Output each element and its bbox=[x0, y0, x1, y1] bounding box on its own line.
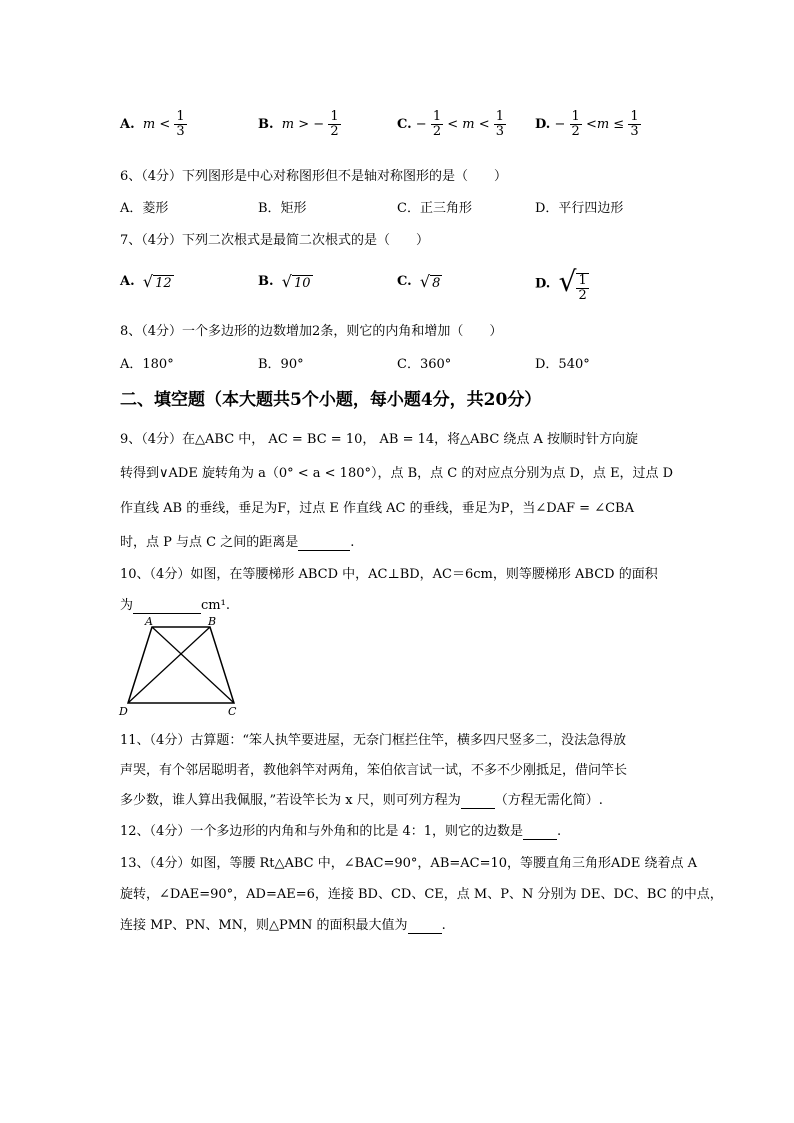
q8-option-a: A．180° bbox=[120, 357, 174, 372]
q9-line-1: 9、（4分）在△ABC 中， AC = BC = 10， AB = 14，将△ABC 绕点 A 按顺时针方向旋 bbox=[120, 432, 639, 447]
q13-answer-blank[interactable] bbox=[408, 918, 442, 934]
q5-option-d: D. − $\frac{1}{2}$ <m ≤ $\frac{1}{3}$ bbox=[535, 109, 639, 139]
q10-line-2: 为 cm¹. bbox=[120, 598, 230, 613]
q6-option-a: A．菱形 bbox=[120, 201, 169, 216]
q9-answer-blank[interactable] bbox=[298, 535, 350, 551]
label-c: C bbox=[228, 705, 237, 718]
q5-option-a: A. m < $\frac{1}{3}$ bbox=[120, 109, 185, 139]
q13-line-3: 连接 MP、PN、MN，则△PMN 的面积最大值为 . bbox=[120, 918, 446, 933]
q6-option-b: B．矩形 bbox=[258, 201, 307, 216]
q10-answer-blank[interactable] bbox=[133, 598, 201, 614]
q7-text: 7、（4分）下列二次根式是最简二次根式的是（ ） bbox=[120, 233, 430, 248]
q7-option-a: A. √ 12 bbox=[120, 272, 172, 291]
q11-line-1: 11、（4分）古算题：“笨人执竿要进屋，无奈门框拦住竿，横多四尺竖多二，没法急得放 bbox=[120, 733, 626, 748]
trapezoid-outline bbox=[128, 627, 234, 703]
q9-line-3: 作直线 AB 的垂线，垂足为F，过点 E 作直线 AC 的垂线，垂足为P，当∠DAF = ∠CBA bbox=[120, 501, 634, 516]
trapezoid-figure bbox=[115, 615, 245, 719]
label-b: B bbox=[208, 615, 217, 628]
q9-line-2: 转得到∨ADE 旋转角为 a（0° < a < 180°），点 B，点 C 的对应点分别为点 D，点 E，过点 D bbox=[120, 466, 674, 481]
q11-line-3: 多少数，谁人算出我佩服，”若设竿长为 x 尺，则可列方程为 （方程无需化简）. bbox=[120, 793, 603, 808]
label-d: D bbox=[119, 705, 128, 718]
label-a: A bbox=[145, 615, 153, 628]
q8-option-c: C．360° bbox=[397, 357, 452, 372]
q8-text: 8、（4分）一个多边形的边数增加2条，则它的内角和增加（ ） bbox=[120, 324, 503, 339]
q12-answer-blank[interactable] bbox=[523, 824, 557, 840]
section-title: 二、填空题（本大题共5个小题，每小题4分，共20分） bbox=[120, 390, 542, 410]
q7-option-b: B. √ 10 bbox=[258, 272, 311, 291]
q6-text: 6、（4分）下列图形是中心对称图形但不是轴对称图形的是（ ） bbox=[120, 169, 508, 184]
q7-option-d: D. √ $\frac{1}{2}$ bbox=[535, 265, 587, 303]
q10-line-1: 10、（4分）如图，在等腰梯形 ABCD 中，AC⊥BD，AC＝6cm，则等腰梯形 ABCD 的面积 bbox=[120, 567, 658, 582]
q6-option-d: D．平行四边形 bbox=[535, 201, 624, 216]
q9-line-4: 时，点 P 与点 C 之间的距离是 . bbox=[120, 535, 355, 550]
q12-text: 12、（4分）一个多边形的内角和与外角和的比是 4：1，则它的边数是 . bbox=[120, 824, 562, 839]
q13-line-1: 13、（4分）如图，等腰 Rt△ABC 中，∠BAC=90°，AB=AC=10，等腰直角三角形ADE 绕着点 A bbox=[120, 856, 697, 871]
q13-line-2: 旋转，∠DAE=90°，AD=AE=6，连接 BD、CD、CE，点 M、P、N 分别为 DE、DC、BC 的中点， bbox=[120, 887, 723, 902]
q7-option-c: C. √ 8 bbox=[397, 272, 441, 291]
q11-answer-blank[interactable] bbox=[461, 793, 495, 809]
q6-option-c: C．正三角形 bbox=[397, 201, 472, 216]
q8-option-d: D．540° bbox=[535, 357, 590, 372]
q5-option-c: C. − $\frac{1}{2}$ < m < $\frac{1}{3}$ bbox=[397, 109, 505, 139]
q8-option-b: B．90° bbox=[258, 357, 304, 372]
q5-option-b: B. m > − $\frac{1}{2}$ bbox=[258, 109, 339, 139]
q11-line-2: 声哭，有个邻居聪明者，教他斜竿对两角，笨伯依言试一试，不多不少刚抵足，借问竿长 bbox=[120, 763, 628, 778]
